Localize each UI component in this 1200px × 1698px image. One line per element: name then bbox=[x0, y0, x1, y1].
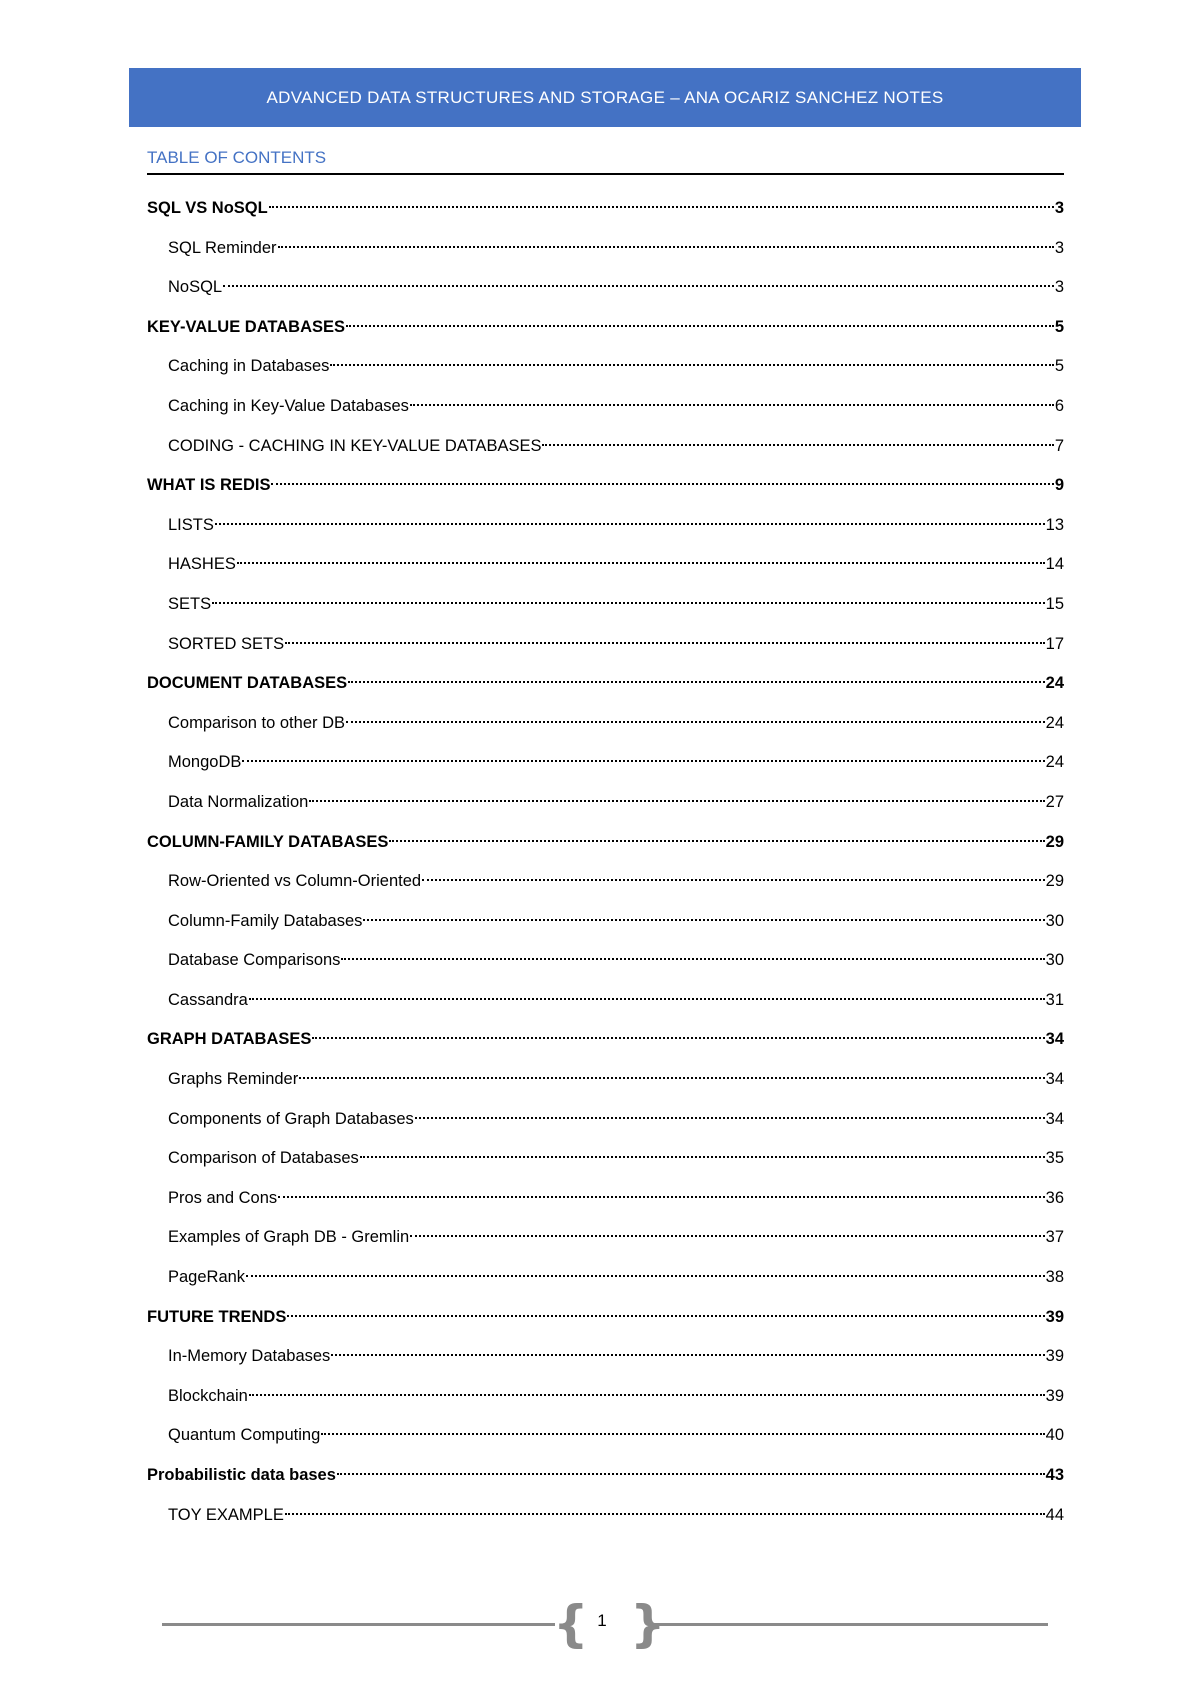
toc-subsection-entry[interactable] bbox=[147, 592, 1064, 632]
toc-dot-leader bbox=[299, 1077, 1044, 1079]
page-number: 1 bbox=[597, 1611, 607, 1630]
toc-entry-label: Pros and Cons bbox=[168, 1188, 278, 1207]
toc-subsection-entry[interactable] bbox=[147, 434, 1064, 474]
toc-entry-page-number: 15 bbox=[1045, 594, 1064, 613]
toc-subsection-entry[interactable] bbox=[147, 1265, 1064, 1305]
toc-entry-label: Components of Graph Databases bbox=[168, 1109, 414, 1128]
toc-entry-page-number: 44 bbox=[1045, 1505, 1064, 1524]
toc-entry-label: Probabilistic data bases bbox=[147, 1466, 336, 1484]
toc-dot-leader bbox=[422, 879, 1045, 881]
toc-dot-leader bbox=[246, 1275, 1045, 1277]
toc-subsection-entry[interactable] bbox=[147, 275, 1064, 315]
toc-entry-label: Column-Family Databases bbox=[168, 911, 363, 930]
toc-dot-leader bbox=[360, 1156, 1045, 1158]
toc-dot-leader bbox=[285, 1513, 1045, 1515]
toc-subsection-entry[interactable] bbox=[147, 1107, 1064, 1147]
toc-entry-label: WHAT IS REDIS bbox=[147, 476, 271, 495]
toc-entry-label: CODING - CACHING IN KEY-VALUE DATABASES bbox=[168, 436, 542, 455]
footer-brace-right-icon: } bbox=[630, 1595, 666, 1653]
toc-entry-label: NoSQL bbox=[168, 278, 223, 297]
toc-dot-leader bbox=[249, 1394, 1045, 1396]
toc-entry-label: MongoDB bbox=[168, 753, 242, 772]
toc-dot-leader bbox=[542, 444, 1053, 446]
toc-dot-leader bbox=[363, 919, 1044, 921]
toc-dot-leader bbox=[346, 721, 1045, 723]
toc-entry-label: Quantum Computing bbox=[168, 1426, 321, 1445]
toc-entry-page-number: 39 bbox=[1045, 1307, 1064, 1326]
toc-entry-page-number: 30 bbox=[1045, 951, 1064, 970]
toc-dot-leader bbox=[215, 523, 1045, 525]
toc-section-entry[interactable] bbox=[147, 1027, 1064, 1067]
footer-rule-right bbox=[650, 1623, 1048, 1626]
toc-subsection-entry[interactable] bbox=[147, 394, 1064, 434]
toc-subsection-entry[interactable] bbox=[147, 1186, 1064, 1226]
toc-entry-page-number: 17 bbox=[1045, 634, 1064, 653]
toc-dot-leader bbox=[287, 1315, 1044, 1317]
toc-entry-label: COLUMN-FAMILY DATABASES bbox=[147, 832, 389, 851]
toc-entry-page-number: 3 bbox=[1054, 199, 1064, 217]
toc-subsection-entry[interactable] bbox=[147, 988, 1064, 1028]
toc-entry-page-number: 3 bbox=[1054, 238, 1064, 257]
toc-entry-label: SORTED SETS bbox=[168, 634, 285, 653]
toc-dot-leader bbox=[249, 998, 1045, 1000]
toc-entry-label: GRAPH DATABASES bbox=[147, 1030, 312, 1049]
toc-subsection-entry[interactable] bbox=[147, 1344, 1064, 1384]
toc-dot-leader bbox=[278, 1196, 1044, 1198]
toc-entry-label: Comparison of Databases bbox=[168, 1149, 359, 1168]
toc-subsection-entry[interactable] bbox=[147, 869, 1064, 909]
toc-entry-page-number: 39 bbox=[1045, 1347, 1064, 1366]
toc-dot-leader bbox=[278, 246, 1054, 248]
toc-entry-page-number: 34 bbox=[1045, 1030, 1064, 1049]
toc-entry-label: DOCUMENT DATABASES bbox=[147, 674, 348, 693]
toc-entry-page-number: 5 bbox=[1054, 317, 1064, 336]
toc-entry-page-number: 43 bbox=[1045, 1466, 1064, 1484]
toc-subsection-entry[interactable] bbox=[147, 552, 1064, 592]
toc-entry-label: Cassandra bbox=[168, 990, 248, 1009]
toc-entry-page-number: 24 bbox=[1045, 713, 1064, 732]
toc-subsection-entry[interactable] bbox=[147, 790, 1064, 830]
toc-section-entry[interactable] bbox=[147, 1305, 1064, 1345]
toc-entry-label: In-Memory Databases bbox=[168, 1347, 331, 1366]
toc-subsection-entry[interactable] bbox=[147, 354, 1064, 394]
document-title: ADVANCED DATA STRUCTURES AND STORAGE – ANA OCARIZ SANCHEZ NOTES bbox=[266, 87, 944, 107]
toc-dot-leader bbox=[346, 325, 1054, 327]
toc-entry-page-number: 9 bbox=[1054, 476, 1064, 495]
toc-section-entry[interactable] bbox=[147, 315, 1064, 355]
toc-entry-page-number: 40 bbox=[1045, 1426, 1064, 1445]
toc-entry-page-number: 35 bbox=[1045, 1149, 1064, 1168]
toc-entry-page-number: 5 bbox=[1054, 357, 1064, 376]
toc-entry-label: Caching in Databases bbox=[168, 357, 330, 376]
footer-brace-left-icon: { bbox=[553, 1595, 589, 1653]
toc-subsection-entry[interactable] bbox=[147, 711, 1064, 751]
toc-subsection-entry[interactable] bbox=[147, 236, 1064, 276]
toc-entry-label: Data Normalization bbox=[168, 792, 309, 811]
toc-section-entry[interactable] bbox=[147, 196, 1064, 236]
toc-dot-leader bbox=[337, 1473, 1045, 1475]
toc-dot-leader bbox=[331, 1354, 1044, 1356]
toc-entry-page-number: 38 bbox=[1045, 1268, 1064, 1287]
toc-subsection-entry[interactable] bbox=[147, 1384, 1064, 1424]
toc-entry-label: KEY-VALUE DATABASES bbox=[147, 317, 346, 336]
toc-dot-leader bbox=[410, 404, 1054, 406]
toc-subsection-entry[interactable] bbox=[147, 750, 1064, 790]
toc-entry-label: SQL VS NoSQL bbox=[147, 199, 268, 217]
toc-entry-page-number: 24 bbox=[1045, 753, 1064, 772]
toc-dot-leader bbox=[242, 760, 1044, 762]
toc-entry-label: Row-Oriented vs Column-Oriented bbox=[168, 872, 422, 891]
toc-entry-page-number: 30 bbox=[1045, 911, 1064, 930]
toc-entry-label: FUTURE TRENDS bbox=[147, 1307, 287, 1326]
toc-heading-rule bbox=[147, 173, 1064, 175]
toc-entry-page-number: 27 bbox=[1045, 792, 1064, 811]
toc-dot-leader bbox=[212, 602, 1045, 604]
toc-entry-page-number: 3 bbox=[1054, 278, 1064, 297]
toc-subsection-entry[interactable] bbox=[147, 1067, 1064, 1107]
toc-section-entry[interactable] bbox=[147, 1463, 1064, 1503]
page-header bbox=[129, 68, 1081, 127]
toc-dot-leader bbox=[223, 285, 1054, 287]
toc-entry-page-number: 39 bbox=[1045, 1386, 1064, 1405]
toc-subsection-entry[interactable] bbox=[147, 1225, 1064, 1265]
toc-subsection-entry[interactable] bbox=[147, 948, 1064, 988]
toc-entry-label: SETS bbox=[168, 594, 212, 613]
toc-dot-leader bbox=[237, 562, 1045, 564]
toc-subsection-entry[interactable] bbox=[147, 909, 1064, 949]
toc-section-entry[interactable] bbox=[147, 473, 1064, 513]
toc-entry-page-number: 37 bbox=[1045, 1228, 1064, 1247]
footer-rule-left bbox=[162, 1623, 555, 1626]
toc-dot-leader bbox=[269, 206, 1054, 208]
toc-dot-leader bbox=[309, 800, 1044, 802]
toc-heading: TABLE OF CONTENTS bbox=[147, 148, 327, 167]
toc-entry-label: Blockchain bbox=[168, 1386, 248, 1405]
toc-entry-page-number: 7 bbox=[1054, 436, 1064, 455]
toc-entry-label: HASHES bbox=[168, 555, 236, 574]
toc-entry-label: Caching in Key-Value Databases bbox=[168, 396, 409, 415]
toc-subsection-entry[interactable] bbox=[147, 1503, 1064, 1543]
toc-entry-page-number: 29 bbox=[1045, 832, 1064, 851]
toc-dot-leader bbox=[389, 840, 1044, 842]
toc-dot-leader bbox=[341, 958, 1044, 960]
toc-entry-page-number: 14 bbox=[1045, 555, 1064, 574]
toc-entry-page-number: 6 bbox=[1054, 396, 1064, 415]
toc-dot-leader bbox=[312, 1037, 1044, 1039]
toc-dot-leader bbox=[330, 364, 1053, 366]
toc-entry-label: Graphs Reminder bbox=[168, 1070, 299, 1089]
toc-dot-leader bbox=[271, 483, 1053, 485]
toc-entry-page-number: 31 bbox=[1045, 990, 1064, 1009]
toc-entry-page-number: 34 bbox=[1045, 1109, 1064, 1128]
toc-entry-label: PageRank bbox=[168, 1268, 246, 1287]
toc-dot-leader bbox=[415, 1117, 1045, 1119]
toc-entry-label: TOY EXAMPLE bbox=[168, 1505, 284, 1524]
toc-entry-page-number: 36 bbox=[1045, 1188, 1064, 1207]
toc-subsection-entry[interactable] bbox=[147, 513, 1064, 553]
toc-entry-page-number: 29 bbox=[1045, 872, 1064, 891]
toc-entry-page-number: 34 bbox=[1045, 1070, 1064, 1089]
toc-section-entry[interactable] bbox=[147, 671, 1064, 711]
toc-section-entry[interactable] bbox=[147, 830, 1064, 870]
toc-entry-label: Comparison to other DB bbox=[168, 713, 345, 732]
toc-entry-label: Examples of Graph DB - Gremlin bbox=[168, 1228, 410, 1247]
toc-entry-page-number: 24 bbox=[1045, 674, 1064, 693]
toc-dot-leader bbox=[285, 642, 1045, 644]
toc-subsection-entry[interactable] bbox=[147, 632, 1064, 672]
toc-dot-leader bbox=[321, 1433, 1044, 1435]
toc-dot-leader bbox=[410, 1235, 1044, 1237]
toc-entry-page-number: 13 bbox=[1045, 515, 1064, 534]
toc-entry-label: SQL Reminder bbox=[168, 238, 277, 257]
toc-subsection-entry[interactable] bbox=[147, 1423, 1064, 1463]
toc-entry-label: Database Comparisons bbox=[168, 951, 341, 970]
toc-subsection-entry[interactable] bbox=[147, 1146, 1064, 1186]
toc-dot-leader bbox=[348, 681, 1045, 683]
table-of-contents bbox=[147, 196, 1064, 1542]
toc-entry-label: LISTS bbox=[168, 515, 214, 534]
